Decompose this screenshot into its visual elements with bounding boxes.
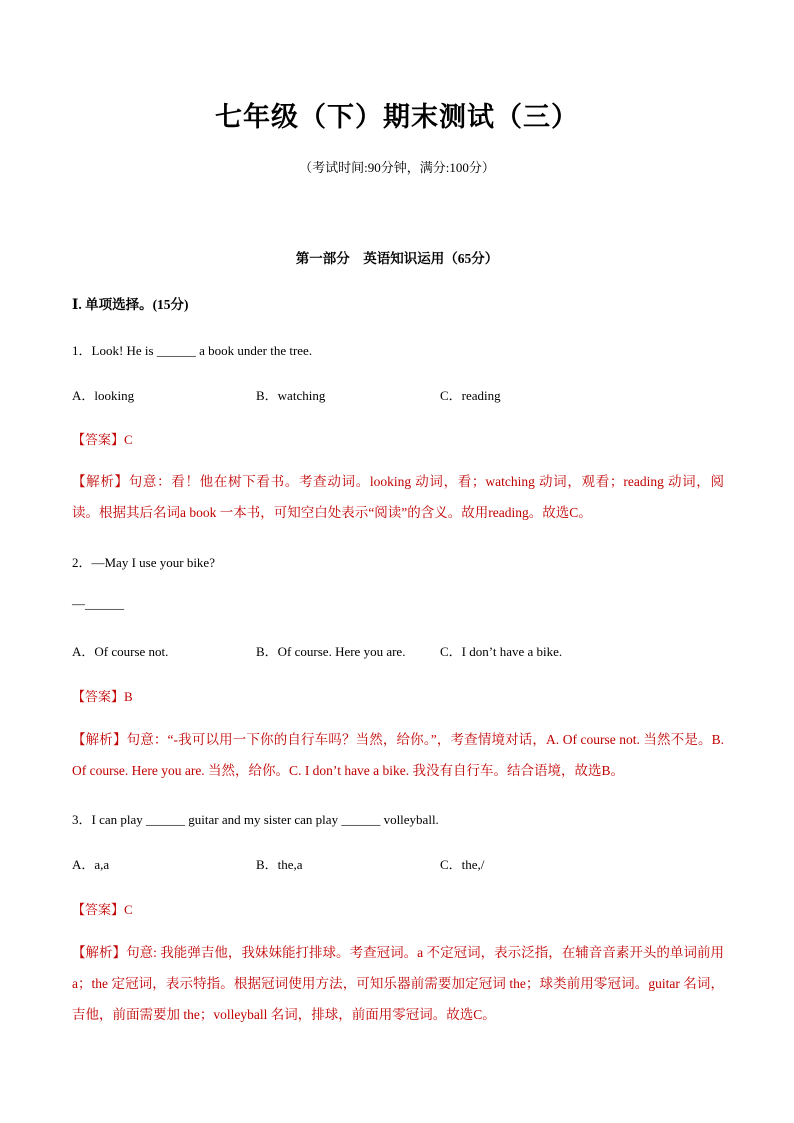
- question-3-explanation: 【解析】句意: 我能弹吉他，我妹妹能打排球。考查冠词。a 不定冠词，表示泛指，在辅音音素开头的单词前用a；the 定冠词，表示特指。根据冠词使用方法，可知乐器前需要加定冠词 the；球类前用零冠词。guitar 名词，吉他，前面需要加 the；volleyball 名词，排球，前面用零冠词。故选C。: [72, 945, 724, 1022]
- exam-info: （考试时间:90分钟，满分:100分）: [299, 160, 495, 175]
- section-heading: 第一部分 英语知识运用（65分）: [295, 251, 499, 266]
- question-3-option-c: C．the,/: [440, 857, 485, 872]
- page-title: 七年级（下）期末测试（三）: [215, 102, 579, 133]
- question-3-stem: 3．I can play ______ guitar and my sister can play ______ volleyball.: [72, 812, 439, 827]
- question-2-option-c: C．I don’t have a bike.: [440, 644, 563, 659]
- question-2-answer: 【答案】B: [72, 689, 133, 704]
- question-1-option-a: A．looking: [72, 388, 135, 403]
- question-2-option-b: B．Of course. Here you are.: [256, 644, 406, 659]
- question-1-option-b: B．watching: [256, 388, 326, 403]
- question-2-explanation: 【解析】句意：“-我可以用一下你的自行车吗？当然，给你。”，考查情境对话，A. Of course not. 当然不是。B. Of course. Here you are. 当然，给你。C. I don’t have a bike. 我没有自行车。结合语境，故选B。: [72, 732, 724, 778]
- question-3-answer: 【答案】C: [72, 902, 133, 917]
- question-2-stem: 2．—May I use your bike?: [72, 555, 215, 570]
- question-3-option-a: A．a,a: [72, 857, 110, 872]
- question-2-option-a: A．Of course not.: [72, 644, 169, 659]
- question-2-response-blank: —______: [72, 596, 124, 611]
- question-1-stem: 1．Look! He is ______ a book under the tree.: [72, 343, 313, 358]
- question-1-explanation: 【解析】句意：看！他在树下看书。考查动词。looking 动词，看；watching 动词，观看；reading 动词，阅读。根据其后名词a book 一本书，可知空白处表示“阅读”的含义。故用reading。故选C。: [72, 474, 724, 520]
- question-3-option-b: B．the,a: [256, 857, 303, 872]
- part-heading: Ⅰ. 单项选择。(15分): [72, 297, 189, 312]
- question-1-option-c: C．reading: [440, 388, 501, 403]
- question-1-answer: 【答案】C: [72, 432, 133, 447]
